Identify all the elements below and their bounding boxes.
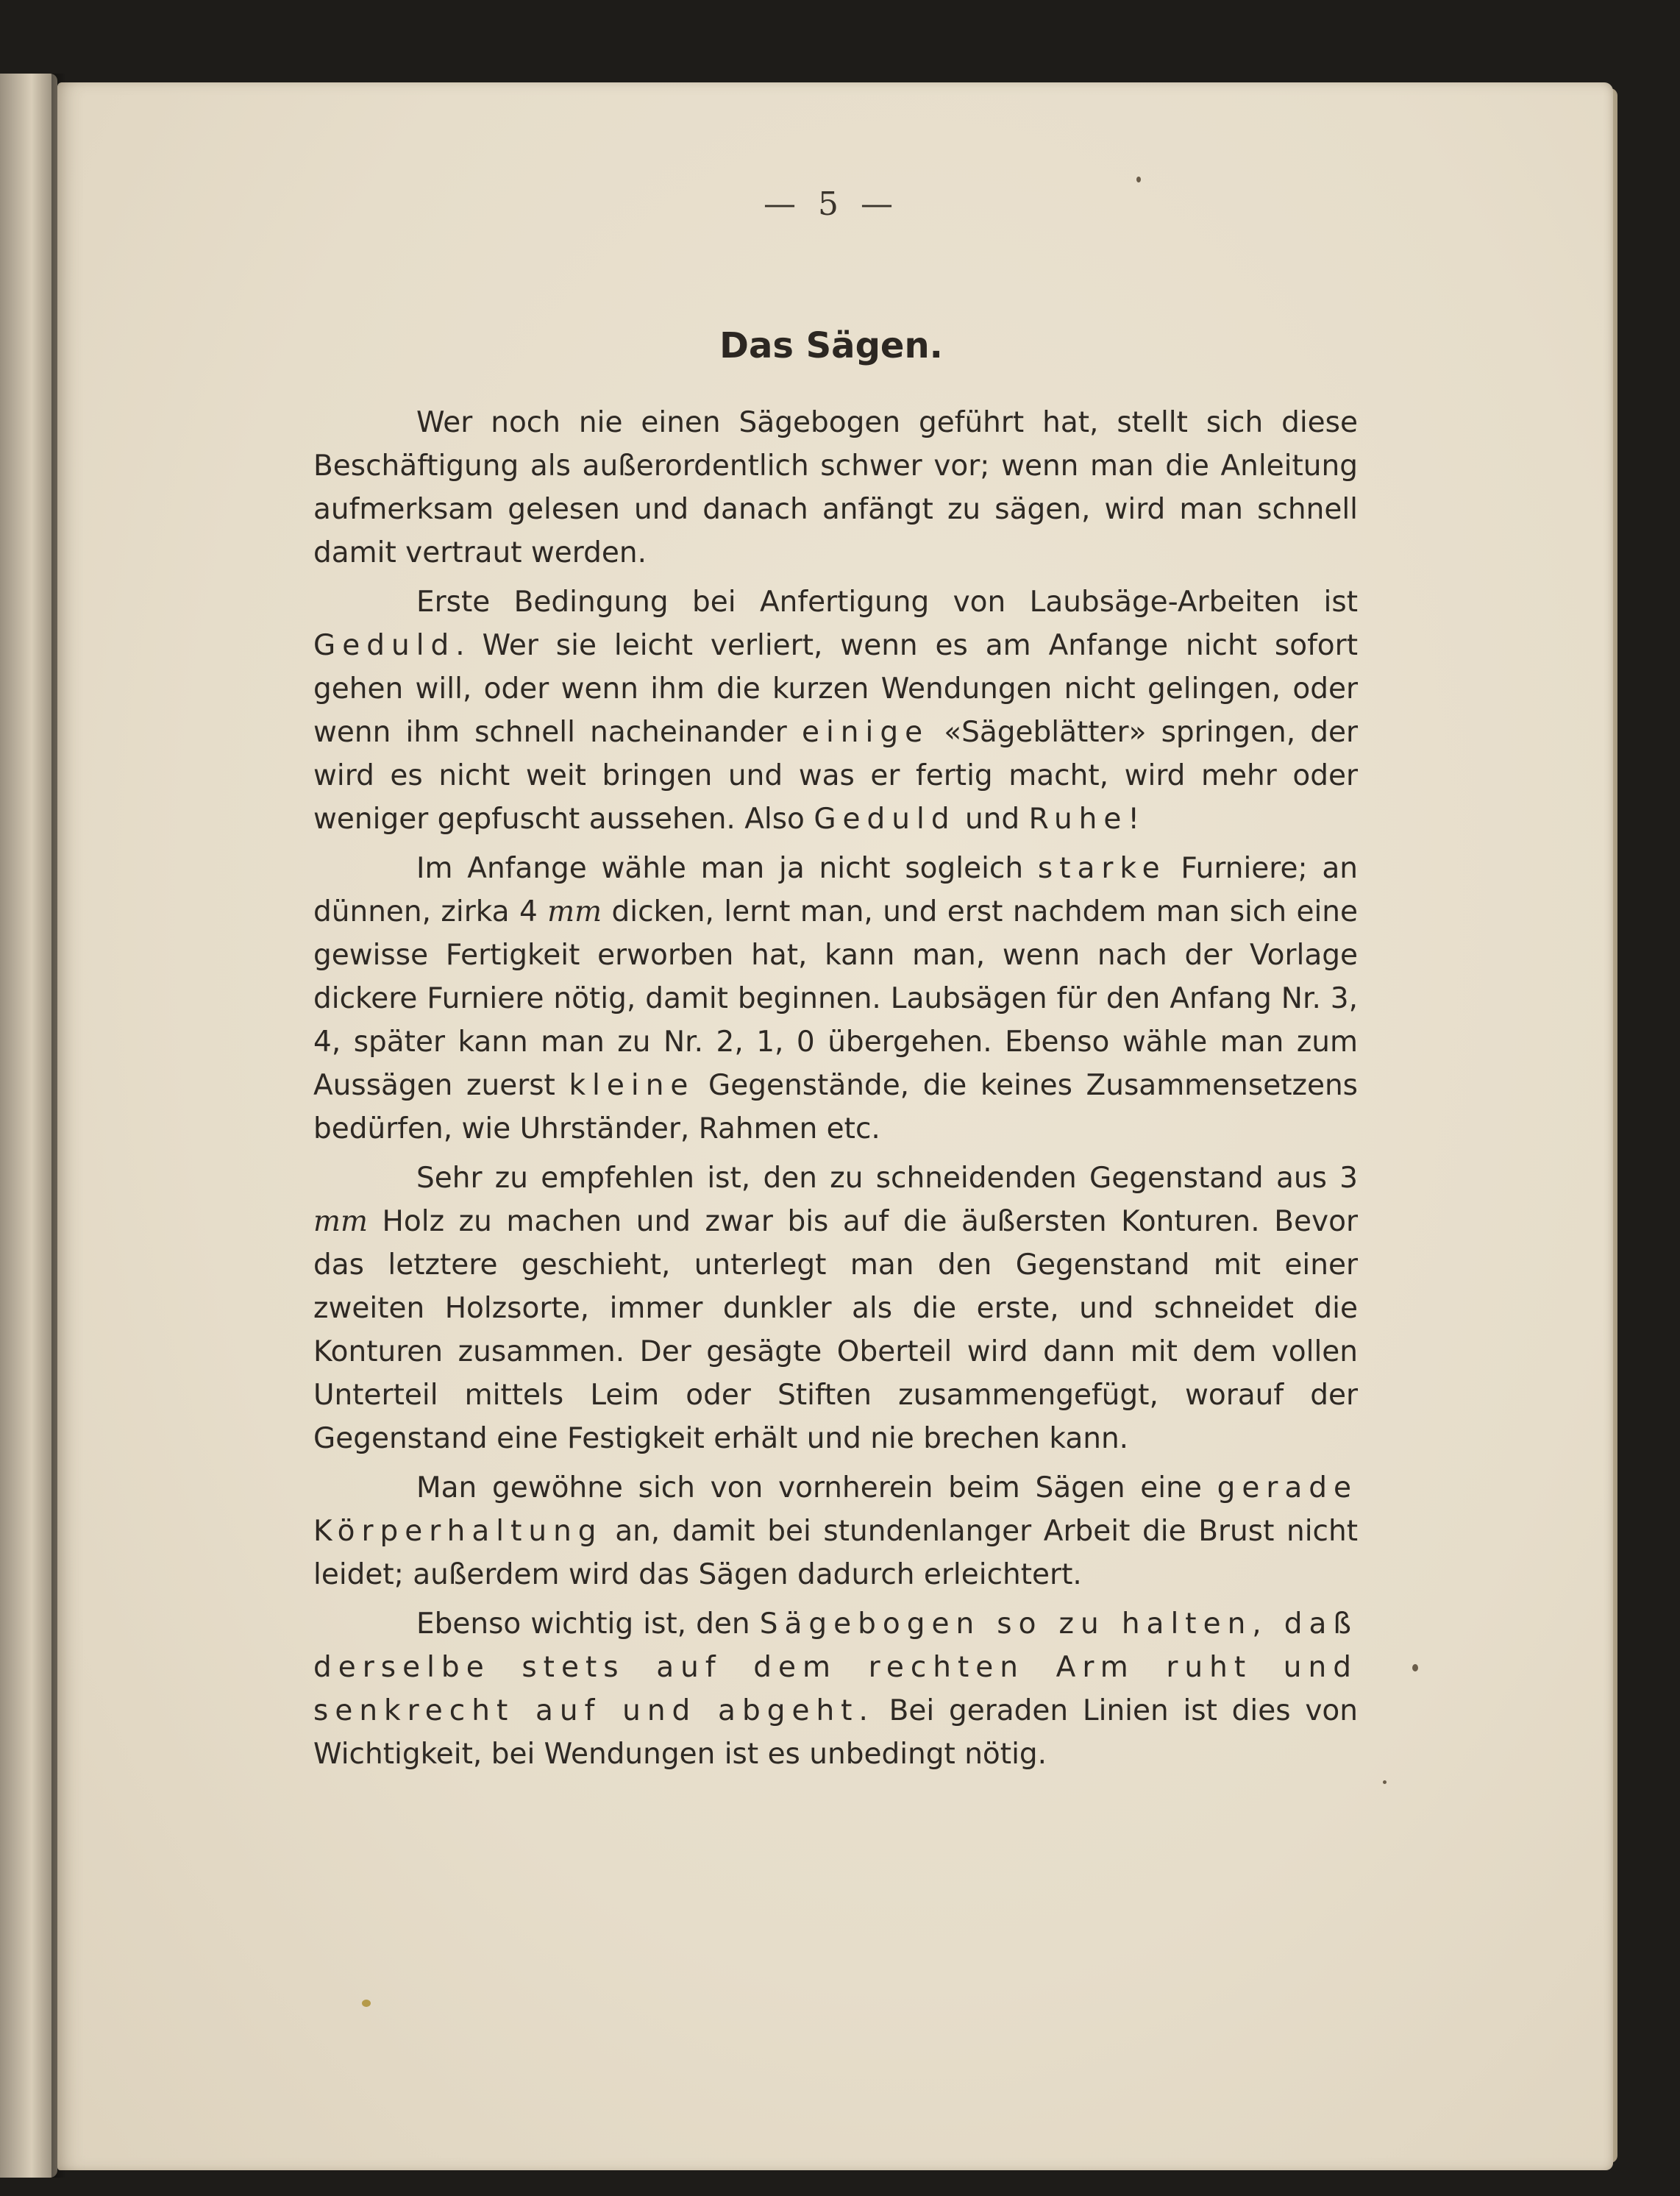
text-run: Gegenstände, die keines Zusammensetzens bedürfen, wie Uhrständer, Rahmen etc.: [313, 1069, 1358, 1145]
text-run: Erste Bedingung bei Anfertigung von Laubsäge-Arbeiten ist: [416, 586, 1358, 619]
facing-page-edge: [0, 74, 57, 2178]
emphasis-spaced: kleine: [569, 1069, 695, 1102]
emphasis-spaced: Geduld: [313, 629, 456, 662]
page-number: — 5 —: [764, 185, 899, 223]
paragraph-6: [313, 1602, 1358, 1776]
paper-speck: [1383, 1780, 1387, 1784]
paper-speck: [1136, 177, 1141, 182]
text-run: !: [1128, 803, 1140, 836]
text-run: an, damit bei stundenlanger Arbeit die Brust nicht leidet; außerdem wird das Sägen dadurch erleichtert.: [313, 1515, 1358, 1591]
text-run: und: [955, 803, 1029, 836]
body-text: [313, 401, 1358, 1782]
emphasis-spaced: starke: [1037, 852, 1167, 885]
unit-italic: mm: [313, 1205, 368, 1238]
emphasis-spaced: Geduld: [814, 803, 956, 836]
text-run: Furniere; an dünnen, zirka 4: [313, 852, 1359, 928]
text-run: dicken, lernt man, und erst nachdem man sich eine gewisse Fertigkeit erworben hat, kann man, wenn nach der Vorlage dickere Furniere nötig, damit beginnen. Laubsägen für den Anfang Nr. 3, 4, später kann man zu Nr. 2, 1, 0 übergehen. Ebenso wähle man zum Aussägen zuerst: [313, 895, 1358, 1102]
text-run: Holz zu machen und zwar bis auf die äußersten Konturen. Bevor das letztere geschieht, unterlegt man den Gegenstand mit einer zweiten Holzsorte, immer dunkler als die erste, und schneidet die Konturen zusammen. Der gesägte Oberteil wird dann mit dem vollen Unterteil mittels Leim oder Stiften zusammengefügt, worauf der Gegenstand eine Festigkeit erhält und nie brechen kann.: [313, 1205, 1358, 1455]
text-run: Bei geraden Linien ist dies von Wichtigkeit, bei Wendungen ist es unbedingt nötig.: [313, 1694, 1358, 1771]
paper-speck: [1412, 1664, 1418, 1671]
paragraph-2: [313, 580, 1358, 841]
text-run: «Sägeblätter» springen, der wird es nicht weit bringen und was er fertig macht, wird mehr oder weniger gepfuscht aussehen. Also: [313, 716, 1359, 836]
emphasis-spaced: einige: [801, 716, 930, 749]
paragraph-3: [313, 847, 1358, 1151]
text-run: Man gewöhne sich von vornherein beim Sägen eine: [416, 1471, 1217, 1504]
paper-speck: [362, 2000, 371, 2007]
text-run: . Wer sie leicht verliert, wenn es am Anfange nicht sofort gehen will, oder wenn ihm die kurzen Wendungen nicht gelingen, oder wenn ihm schnell nacheinander: [313, 629, 1358, 749]
emphasis-spaced: gerade Körperhaltung: [313, 1471, 1358, 1548]
unit-italic: mm: [547, 895, 602, 928]
text-run: Im Anfange wähle man ja nicht sogleich: [416, 852, 1038, 885]
paragraph-1: Wer noch nie einen Sägebogen geführt hat, stellt sich diese Beschäftigung als außerordentlich schwer vor; wenn man die Anleitung aufmerksam gelesen und danach anfängt zu sägen, wird man schnell damit vertraut werden.: [313, 406, 1358, 569]
paragraph-4: [313, 1156, 1358, 1460]
text-run: Sehr zu empfehlen ist, den zu schneidenden Gegenstand aus 3: [416, 1162, 1358, 1195]
section-title: Das Sägen.: [719, 325, 943, 366]
emphasis-spaced: Ruhe: [1028, 803, 1128, 836]
paragraph-5: [313, 1466, 1358, 1596]
emphasis-spaced: Sägebogen so zu halten, daß derselbe stets auf dem rechten Arm ruht und senkrecht auf und abgeht.: [313, 1607, 1358, 1727]
text-run: Ebenso wichtig ist, den: [416, 1607, 760, 1641]
